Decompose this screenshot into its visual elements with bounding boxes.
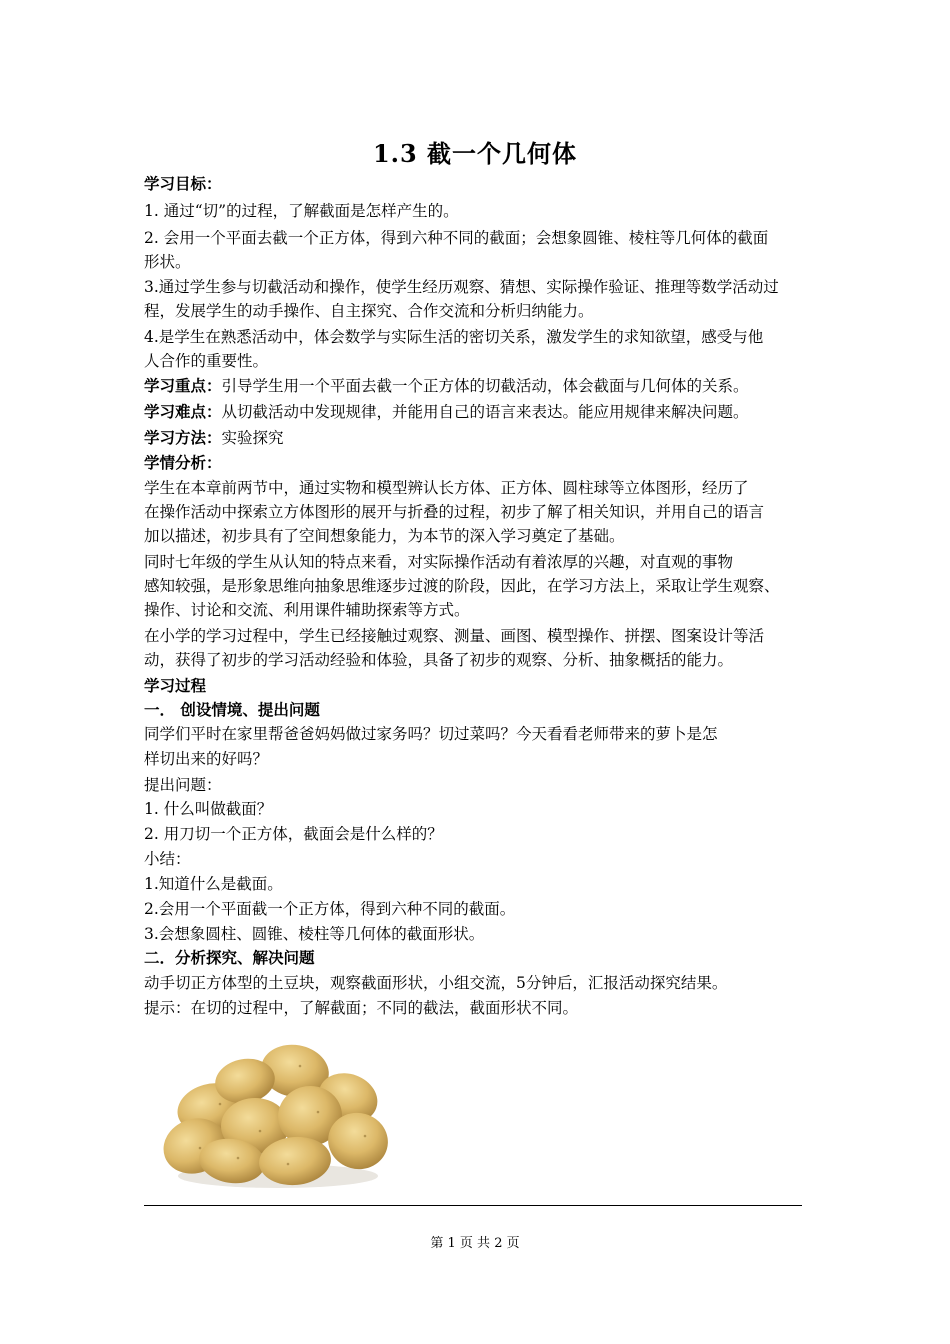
analysis-line: 同时七年级的学生从认知的特点来看，对实际操作活动有着浓厚的兴趣，对直观的事物 [144, 553, 734, 571]
method-label: 学习方法： [144, 428, 222, 447]
analysis-line: 动，获得了初步的学习活动经验和体验，具备了初步的观察、分析、抽象概括的能力。 [144, 651, 734, 669]
method-text: 实验探究 [221, 429, 284, 447]
summary-item: 3.会想象圆柱、圆锥、棱柱等几何体的截面形状。 [144, 925, 485, 943]
section1-heading: 一． 创设情境、提出问题 [144, 700, 320, 719]
page-title: 1.3 截一个几何体 [372, 139, 578, 168]
page-footer: 第 1 页 共 2 页 [430, 1236, 520, 1251]
method-row [144, 426, 814, 450]
summary-heading: 小结： [144, 850, 191, 868]
question-item: 1. 什么叫做截面？ [144, 800, 273, 818]
summary-item: 2.会用一个平面截一个正方体，得到六种不同的截面。 [144, 900, 516, 918]
analysis-line: 在操作活动中探索立方体图形的展开与折叠的过程，初步了解了相关知识，并用自己的语言 [144, 503, 765, 521]
process-heading: 学习过程 [144, 676, 207, 695]
difficulty-label: 学习难点： [144, 402, 222, 421]
footer-divider [144, 1205, 802, 1206]
summary-item: 1.知道什么是截面。 [144, 875, 283, 893]
objective-item: 程，发展学生的动手操作、自主探究、合作交流和分析归纳能力。 [144, 302, 594, 320]
objectives-heading: 学习目标： [144, 174, 222, 193]
potato-image [160, 1036, 400, 1201]
objective-item: 3.通过学生参与切截活动和操作，使学生经历观察、猜想、实际操作验证、推理等数学活动过 [144, 278, 779, 296]
section2-line: 提示：在切的过程中，了解截面；不同的截法，截面形状不同。 [144, 999, 579, 1017]
analysis-line: 在小学的学习过程中，学生已经接触过观察、测量、画图、模型操作、拼摆、图案设计等活 [144, 627, 765, 645]
analysis-line: 操作、讨论和交流、利用课件辅助探索等方式。 [144, 601, 470, 619]
key-point-label: 学习重点： [144, 376, 222, 395]
objective-item: 2. 会用一个平面去截一个正方体，得到六种不同的截面；会想象圆锥、棱柱等几何体的截面 [144, 229, 769, 247]
difficulty-row [144, 400, 814, 424]
analysis-line: 感知较强，是形象思维向抽象思维逐步过渡的阶段，因此，在学习方法上，采取让学生观察、 [144, 577, 780, 595]
analysis-heading: 学情分析： [144, 453, 222, 472]
analysis-line: 学生在本章前两节中，通过实物和模型辨认长方体、正方体、圆柱球等立体图形，经历了 [144, 479, 749, 497]
potato-illustration [160, 1036, 400, 1201]
difficulty-text: 从切截活动中发现规律，并能用自己的语言来表达。能应用规律来解决问题。 [221, 403, 749, 421]
analysis-line: 加以描述，初步具有了空间想象能力，为本节的深入学习奠定了基础。 [144, 527, 625, 545]
key-point-row [144, 374, 814, 398]
objective-item: 人合作的重要性。 [144, 352, 269, 370]
questions-heading: 提出问题： [144, 776, 222, 794]
key-point-text: 引导学生用一个平面去截一个正方体的切截活动，体会截面与几何体的关系。 [221, 377, 749, 395]
question-item: 2. 用刀切一个正方体，截面会是什么样的？ [144, 825, 443, 843]
section2-heading: 二．分析探究、解决问题 [144, 948, 315, 967]
objective-item: 形状。 [144, 253, 191, 271]
section1-line: 样切出来的好吗？ [144, 750, 269, 768]
objective-item: 1. 通过“切”的过程，了解截面是怎样产生的。 [144, 202, 459, 220]
objective-item: 4.是学生在熟悉活动中，体会数学与实际生活的密切关系，激发学生的求知欲望，感受与他 [144, 328, 764, 346]
section2-line: 动手切正方体型的土豆块，观察截面形状，小组交流，5分钟后，汇报活动探究结果。 [144, 974, 728, 992]
section1-line: 同学们平时在家里帮爸爸妈妈做过家务吗？切过菜吗？今天看看老师带来的萝卜是怎 [144, 725, 718, 743]
